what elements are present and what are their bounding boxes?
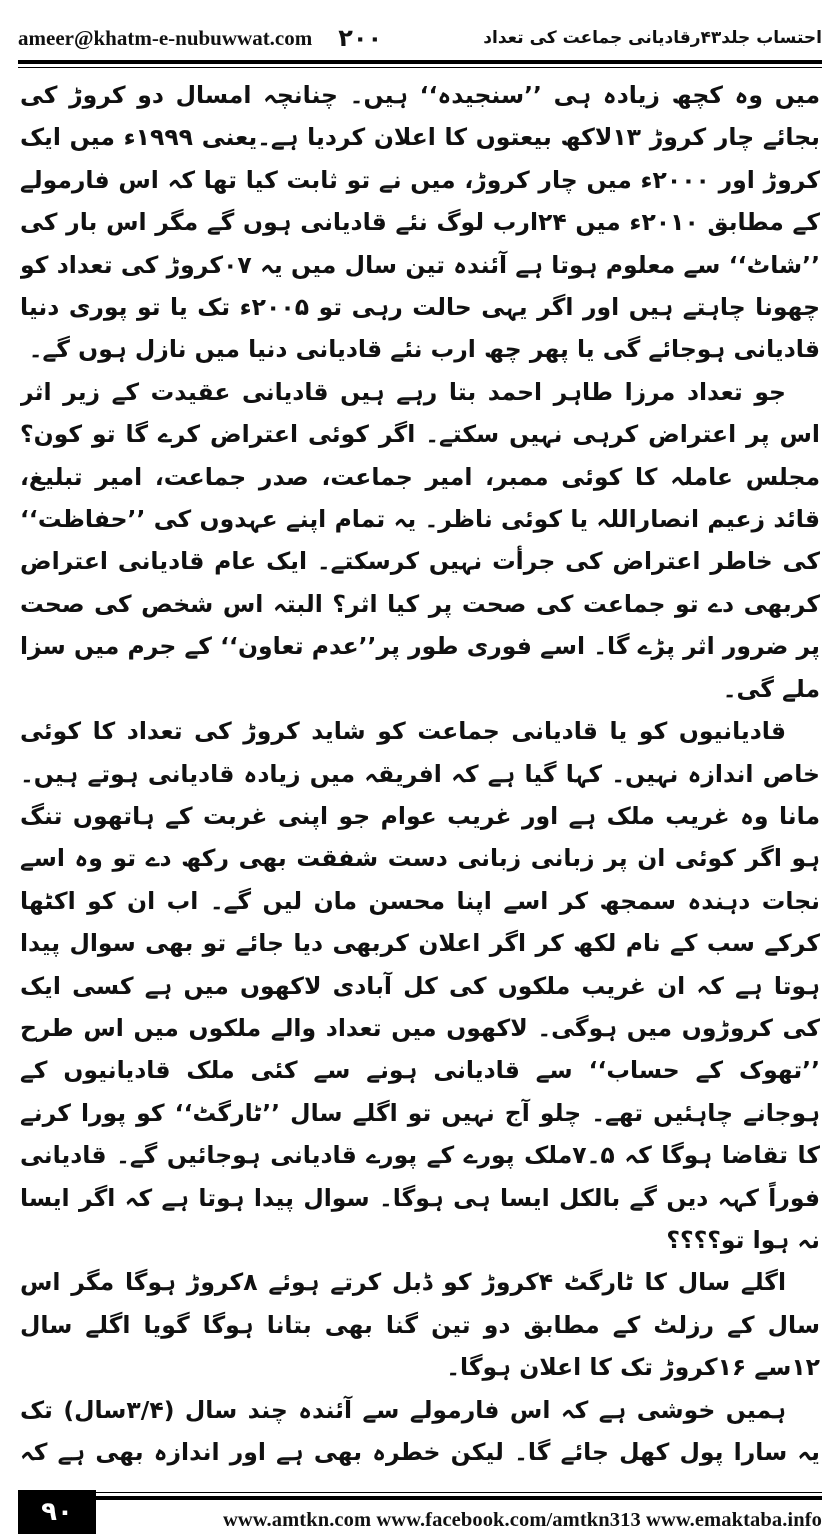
paragraph-3: قادیانیوں کو یا قادیانی جماعت کو شاید کروڑ کی تعداد کا کوئی خاص اندازہ نہیں۔ کہا گیا ہے کہ افریقہ میں زیادہ قادیانی ہوتے ہیں۔ مانا وہ غریب ملک ہے اور غریب عوام جو اپنی غربت کے ہاتھوں تنگ ہو اگر کوئی ان پر زبانی زبانی دست شفقت بھی رکھ دے تو وہ اسے نجات دہندہ سمجھ کر اسے اپنا محسن مان لیں گے۔ اب ان کو اکٹھا کرکے سب کے نام لکھ کر اگر اعلان کربھی دیا جائے تو بھی سوال پیدا ہوتا ہے کہ ان غریب ملکوں کی کل آبادی لاکھوں میں ہے کسی ایک کی کروڑوں میں ہوگی۔ لاکھوں میں تعداد والے ملکوں میں اس طرح ’’تھوک کے حساب‘‘ سے قادیانی ہونے سے کئی ملک قادیانیوں کے ہوجانے چاہئیں تھے۔ چلو آج نہیں تو اگلے سال ’’ٹارگٹ‘‘ کو پورا کرنے کا تقاضا ہوگا کہ ۵۔۷ملک پورے کے پورے قادیانی ہوجائیں گے۔ قادیانی فوراً کہہ دیں گے بالکل ایسا ہی ہوگا۔ سوال پیدا ہوتا ہے کہ اگر ایسا نہ ہوا تو؟؟؟؟	[20, 717, 820, 1254]
page-number: ۹۰	[41, 1497, 73, 1527]
footer-rule-thick	[96, 1496, 822, 1500]
paragraph-5: ہمیں خوشی ہے کہ اس فارمولے سے آئندہ چند سال (۳/۴سال) تک یہ سارا پول کھل جائے گا۔ لیکن خطرہ بھی ہے اور اندازہ بھی ہے کہ	[20, 1395, 820, 1466]
body-text	[20, 74, 820, 1480]
header-rule-thick	[18, 60, 822, 64]
paragraph-2: جو تعداد مرزا طاہر احمد بتا رہے ہیں قادیانی عقیدت کے زیر اثر اس پر اعتراض کرہی نہیں سکتے۔ اگر کوئی اعتراض کرے گا تو کون؟ مجلس عاملہ کا کوئی ممبر، امیر جماعت، صدر جماعت، امیر تبلیغ، قائد زعیم انصاراللہ یا کوئی ناظر۔ یہ تمام اپنے عہدوں کی ’’حفاظت‘‘ کی خاطر اعتراض کی جرأت نہیں کرسکتے۔ ایک عام قادیانی اعتراض کربھی دے تو جماعت کی صحت پر کیا اثر؟ البتہ اس شخص کی صحت پر ضرور اثر پڑے گا۔ اسے فوری طور پر’’عدم تعاون‘‘ کے جرم میں سزا ملے گی۔	[20, 377, 820, 703]
footer-rule-thin	[96, 1492, 822, 1493]
header-title: احتساب جلد۴۳رقادیانی جماعت کی تعداد	[483, 28, 822, 48]
page-header	[18, 18, 822, 58]
header-rule-thin	[18, 67, 822, 68]
paragraph-1: میں وہ کچھ زیادہ ہی ’’سنجیدہ‘‘ ہیں۔ چنانچہ امسال دو کروڑ کی بجائے چار کروڑ ۱۳لاکھ بیعتوں کا اعلان کردیا ہے۔یعنی ۱۹۹۹ء میں ایک کروڑ اور ۲۰۰۰ء میں چار کروڑ، میں نے تو ثابت کیا تھا کہ اس فارمولے کے مطابق ۲۰۱۰ء میں ۲۴ارب لوگ نئے قادیانی ہوں گے مگر اس بار کی ’’شاٹ‘‘ سے معلوم ہوتا ہے آئندہ تین سال میں یہ ۰۷کروڑ کی تعداد کو چھونا چاہتے ہیں اور اگر یہی حالت رہی تو ۲۰۰۵ء تک یا تو پوری دنیا قادیانی ہوجائے گی یا پھر چھ ارب نئے قادیانی دنیا میں نازل ہوں گے۔	[20, 81, 820, 364]
footer-links: www.amtkn.com www.facebook.com/amtkn313 www.emaktaba.info	[222, 1509, 822, 1531]
paragraph-4: اگلے سال کا ٹارگٹ ۴کروڑ کو ڈبل کرتے ہوئے ۸کروڑ ہوگا مگر اس سال کے رزلٹ کے مطابق دو تین گنا بھی بتانا ہوگا گویا اگلے سال ۱۲سے ۱۶کروڑ تک کا اعلان ہوگا۔	[20, 1268, 820, 1382]
page-number-box	[18, 1490, 96, 1534]
header-book-page-number: ۲۰۰	[338, 24, 383, 52]
page-footer	[18, 1490, 822, 1534]
header-email: ameer@khatm-e-nubuwwat.com	[18, 25, 313, 50]
